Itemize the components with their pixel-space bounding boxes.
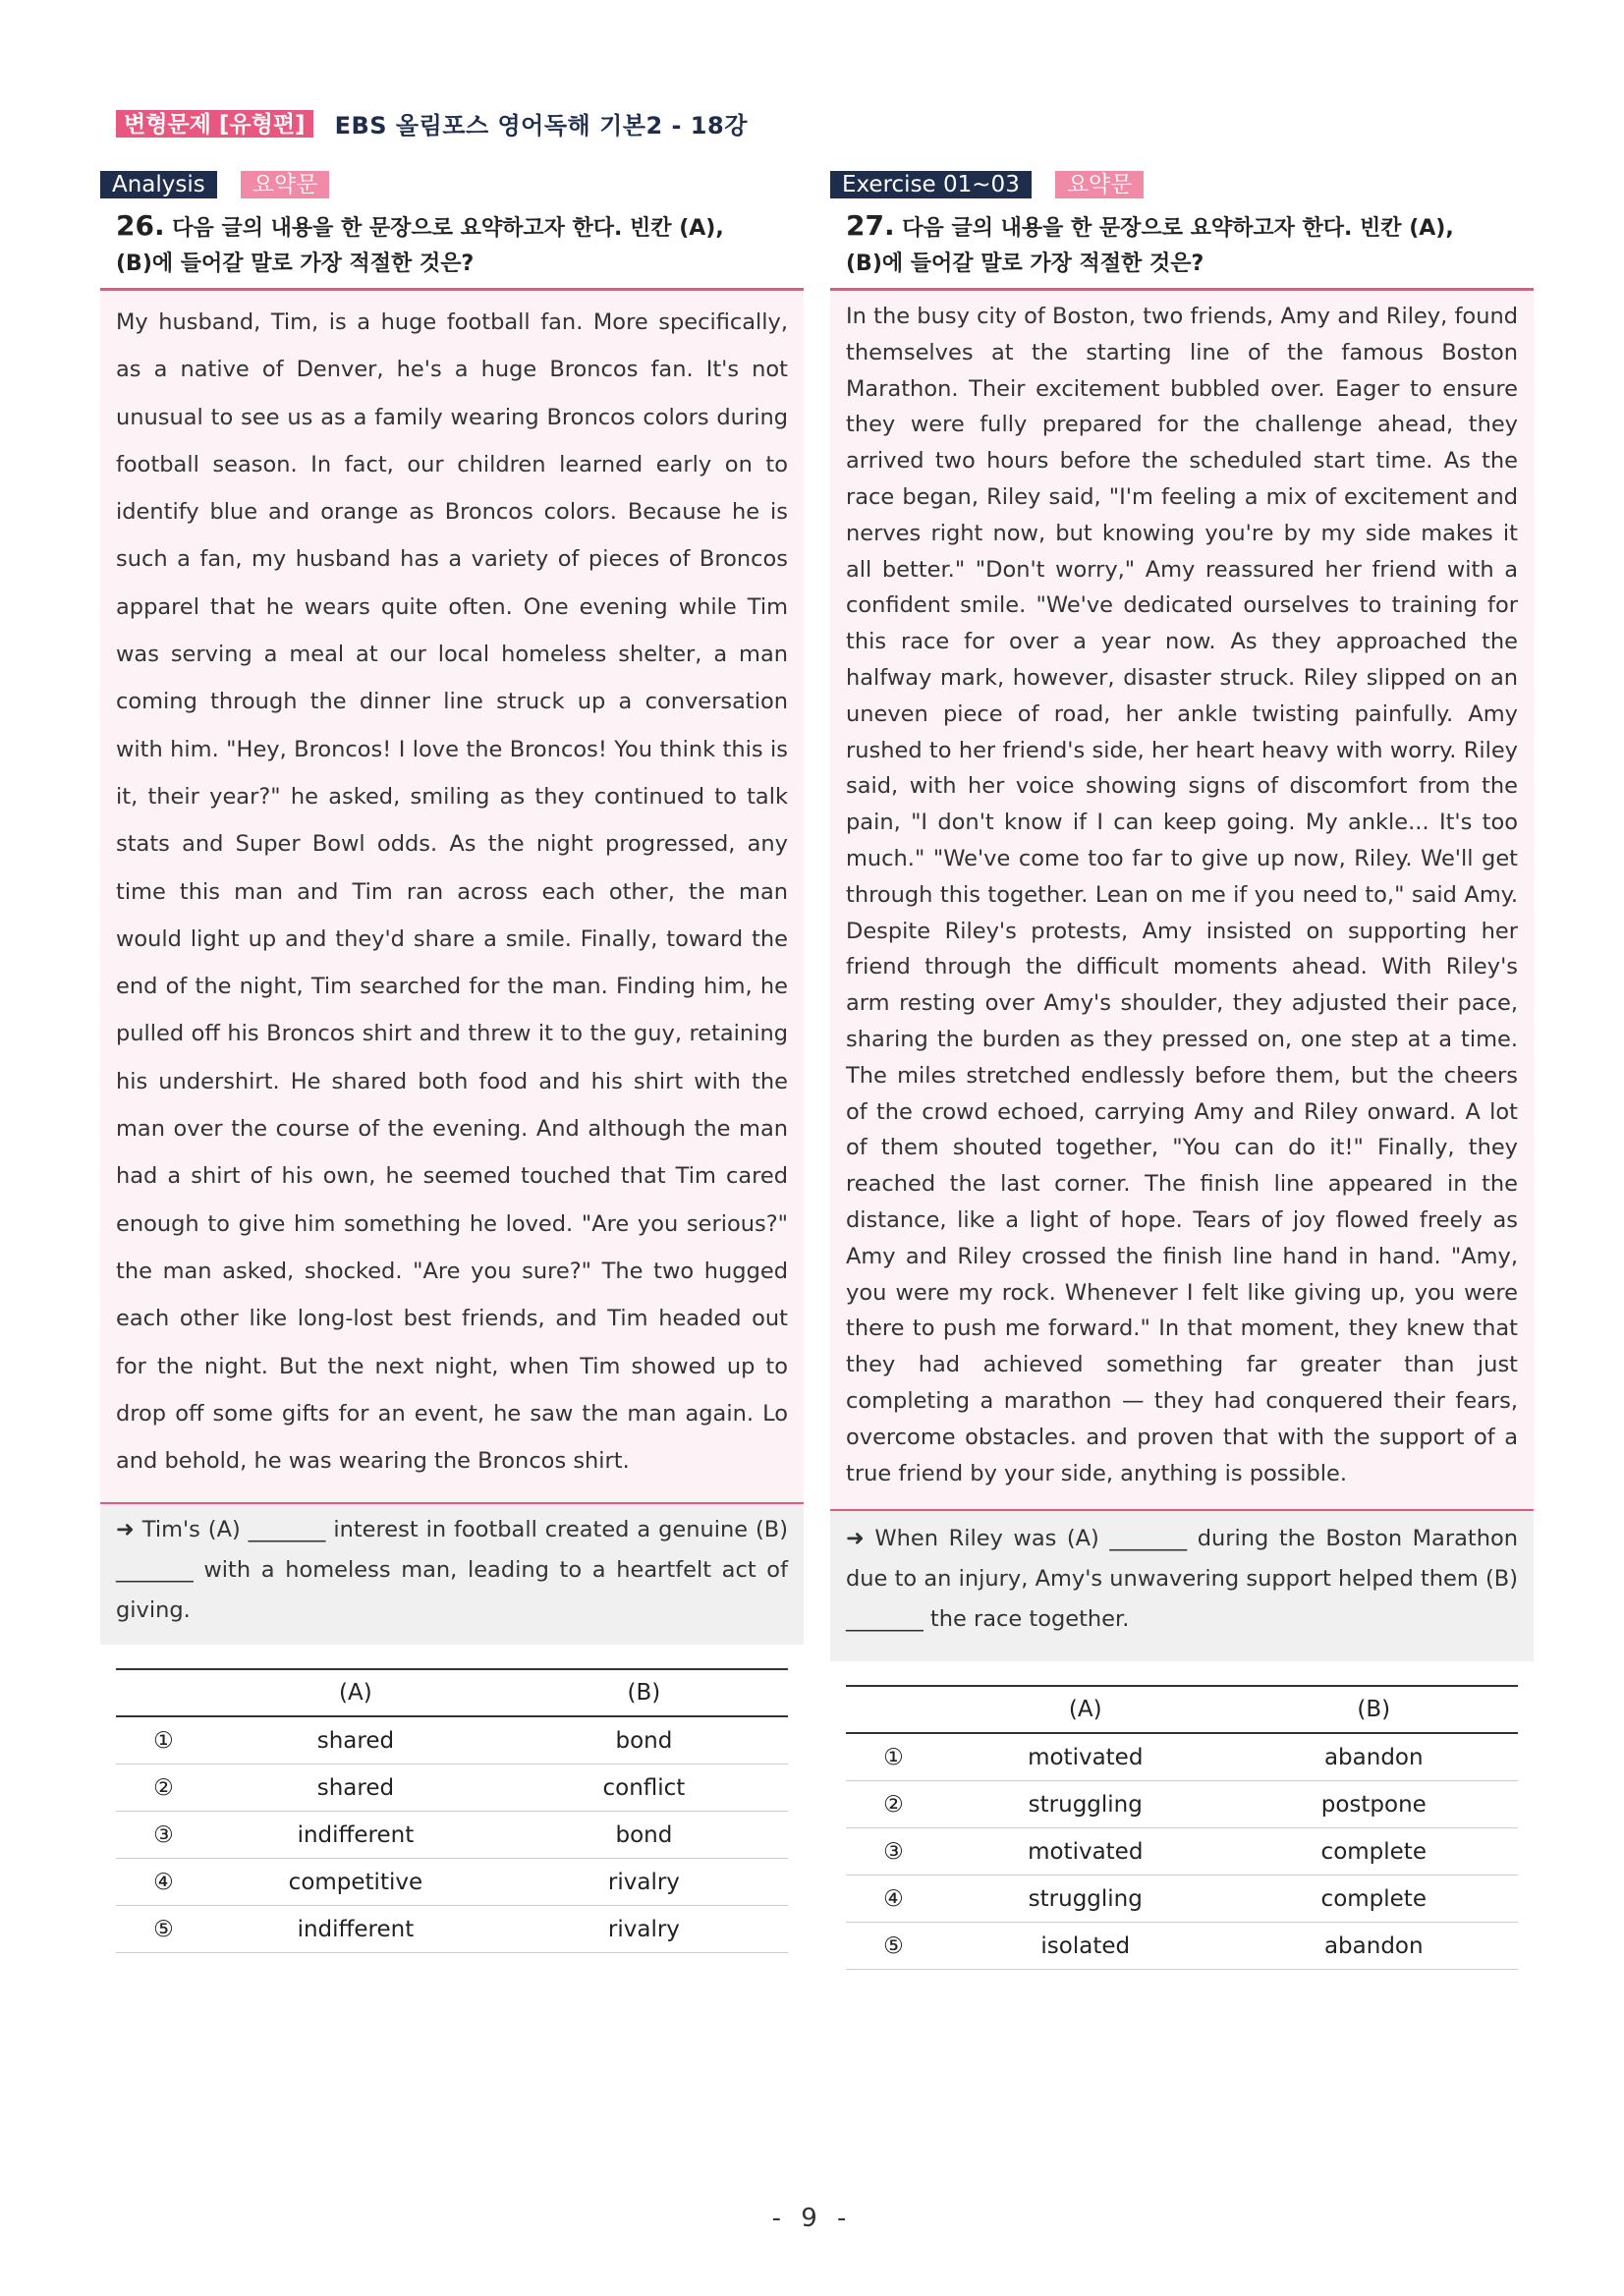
- choice-number: ③: [846, 1828, 941, 1876]
- choice-number: ④: [846, 1876, 941, 1923]
- summary-sentence: ➜ When Riley was (A) _______ during the Boston Marathon due to an injury, Amy's unwavering support helped them (B) _______ the race together.: [830, 1511, 1534, 1661]
- choice-b: bond: [500, 1716, 788, 1764]
- choice-number: ③: [116, 1812, 211, 1859]
- choice-number: ②: [846, 1781, 941, 1828]
- choice-a: indifferent: [211, 1906, 500, 1953]
- choice-b: rivalry: [500, 1906, 788, 1953]
- question-27-column: [830, 171, 1534, 1970]
- column-header-b: (B): [1230, 1686, 1518, 1733]
- choice-a: struggling: [941, 1781, 1230, 1828]
- choice-a: indifferent: [211, 1812, 500, 1859]
- choice-row[interactable]: [846, 1733, 1518, 1781]
- summary-sentence: ➜ Tim's (A) _______ interest in football created a genuine (B) _______ with a homeless man, leading to a heartfelt act of giving.: [100, 1504, 804, 1645]
- passage-text: My husband, Tim, is a huge football fan. More specifically, as a native of Denver, he's a huge Broncos fan. It's not unusual to see us as a family wearing Broncos colors during football season. In fact, our children learned early on to identify blue and orange as Broncos colors. Because he is such a fan, my husband has a variety of pieces of Broncos apparel that he wears quite often. One evening while Tim was serving a meal at our local homeless shelter, a man coming through the dinner line struck up a conversation with him. "Hey, Broncos! I love the Broncos! You think this is it, their year?" he asked, smiling as they continued to talk stats and Super Bowl odds. As the night progressed, any time this man and Tim ran across each other, the man would light up and they'd share a smile. Finally, toward the end of the night, Tim searched for the man. Finding him, he pulled off his Broncos shirt and threw it to the guy, retaining his undershirt. He shared both food and his shirt with the man over the course of the evening. And although the man had a shirt of his own, he seemed touched that Tim cared enough to give him something he loved. "Are you serious?" the man asked, shocked. "Are you sure?" The two hugged each other like long-lost best friends, and Tim headed out for the night. But the next night, when Tim showed up to drop off some gifts for an event, he saw the man again. Lo and behold, he was wearing the Broncos shirt.: [100, 291, 804, 1502]
- choice-b: conflict: [500, 1764, 788, 1812]
- column-header-b: (B): [500, 1669, 788, 1716]
- choice-number: ⑤: [846, 1923, 941, 1970]
- question-prompt: [100, 208, 804, 282]
- choice-row[interactable]: [116, 1812, 788, 1859]
- choice-row[interactable]: [846, 1828, 1518, 1876]
- choice-b: complete: [1230, 1876, 1518, 1923]
- question-prompt: [830, 208, 1534, 282]
- badge-row: [100, 171, 804, 198]
- choice-b: abandon: [1230, 1923, 1518, 1970]
- analysis-badge: Analysis: [100, 171, 217, 198]
- table-header-row: [116, 1669, 788, 1716]
- question-26-column: [100, 171, 804, 1953]
- choice-row[interactable]: [116, 1859, 788, 1906]
- choice-a: shared: [211, 1716, 500, 1764]
- question-text-line-2: (B)에 들어갈 말로 가장 적절한 것은?: [116, 252, 475, 276]
- question-number: 27.: [846, 209, 895, 242]
- column-header-a: (A): [211, 1669, 500, 1716]
- choice-a: competitive: [211, 1859, 500, 1906]
- section-tag: 변형문제 [유형편]: [116, 110, 313, 138]
- table-header-row: [846, 1686, 1518, 1733]
- answer-choices-table: [116, 1668, 788, 1953]
- choice-row[interactable]: [116, 1906, 788, 1953]
- choice-row[interactable]: [116, 1764, 788, 1812]
- summary-type-badge: 요약문: [241, 171, 330, 198]
- question-text-line-2: (B)에 들어갈 말로 가장 적절한 것은?: [846, 252, 1204, 276]
- choice-number: ①: [116, 1716, 211, 1764]
- choice-b: bond: [500, 1812, 788, 1859]
- choice-number: ①: [846, 1733, 941, 1781]
- question-text: 다음 글의 내용을 한 문장으로 요약하고자 한다. 빈칸 (A),: [172, 216, 724, 241]
- column-header-a: (A): [941, 1686, 1230, 1733]
- choice-a: struggling: [941, 1876, 1230, 1923]
- page-number: - 9 -: [771, 2204, 853, 2233]
- passage-text: In the busy city of Boston, two friends, Amy and Riley, found themselves at the starting line of the famous Boston Marathon. Their excitement bubbled over. Eager to ensure they were fully prepared for the challenge ahead, they arrived two hours before the scheduled start time. As the race began, Riley said, "I'm feeling a mix of excitement and nerves right now, but knowing you're by my side makes it all better." "Don't worry," Amy reassured her friend with a confident smile. "We've dedicated ourselves to training for this race for over a year now. As they approached the halfway mark, however, disaster struck. Riley slipped on an uneven piece of road, her ankle twisting painfully. Amy rushed to her friend's side, her heart heavy with worry. Riley said, with her voice showing signs of discomfort from the pain, "I don't know if I can keep going. My ankle... It's too much." "We've come too far to give up now, Riley. We'll get through this together. Lean on me if you need to," said Amy. Despite Riley's protests, Amy insisted on supporting her friend through the difficult moments ahead. With Riley's arm resting over Amy's shoulder, they adjusted their pace, sharing the burden as they pressed on, one step at a time. The miles stretched endlessly before them, but the cheers of the crowd echoed, carrying Amy and Riley onward. A lot of them shouted together, "You can do it!" Finally, they reached the last corner. The finish line appeared in the distance, like a light of hope. Tears of joy flowed freely as Amy and Riley crossed the finish line hand in hand. "Amy, you were my rock. Whenever I felt like giving up, you were there to push me forward." In that moment, they knew that they had achieved something far greater than just completing a marathon — they had conquered their fears, overcome obstacles. and proven that with the support of a true friend by your side, anything is possible.: [830, 291, 1534, 1509]
- choice-b: rivalry: [500, 1859, 788, 1906]
- badge-row: [830, 171, 1534, 198]
- choice-row[interactable]: [846, 1781, 1518, 1828]
- choice-a: motivated: [941, 1733, 1230, 1781]
- choice-b: postpone: [1230, 1781, 1518, 1828]
- column-header-number: [846, 1686, 941, 1733]
- page-header: [116, 106, 748, 140]
- choice-row[interactable]: [116, 1716, 788, 1764]
- choice-number: ②: [116, 1764, 211, 1812]
- choice-row[interactable]: [846, 1876, 1518, 1923]
- exercise-badge: Exercise 01~03: [830, 171, 1032, 198]
- choice-row[interactable]: [846, 1923, 1518, 1970]
- choice-a: motivated: [941, 1828, 1230, 1876]
- choice-number: ④: [116, 1859, 211, 1906]
- choice-number: ⑤: [116, 1906, 211, 1953]
- question-text: 다음 글의 내용을 한 문장으로 요약하고자 한다. 빈칸 (A),: [902, 216, 1454, 241]
- choice-b: complete: [1230, 1828, 1518, 1876]
- page-title: EBS 올림포스 영어독해 기본2 - 18강: [334, 112, 748, 140]
- summary-type-badge: 요약문: [1055, 171, 1145, 198]
- column-header-number: [116, 1669, 211, 1716]
- answer-choices-table: [846, 1685, 1518, 1970]
- choice-b: abandon: [1230, 1733, 1518, 1781]
- choice-a: shared: [211, 1764, 500, 1812]
- question-number: 26.: [116, 209, 165, 242]
- choice-a: isolated: [941, 1923, 1230, 1970]
